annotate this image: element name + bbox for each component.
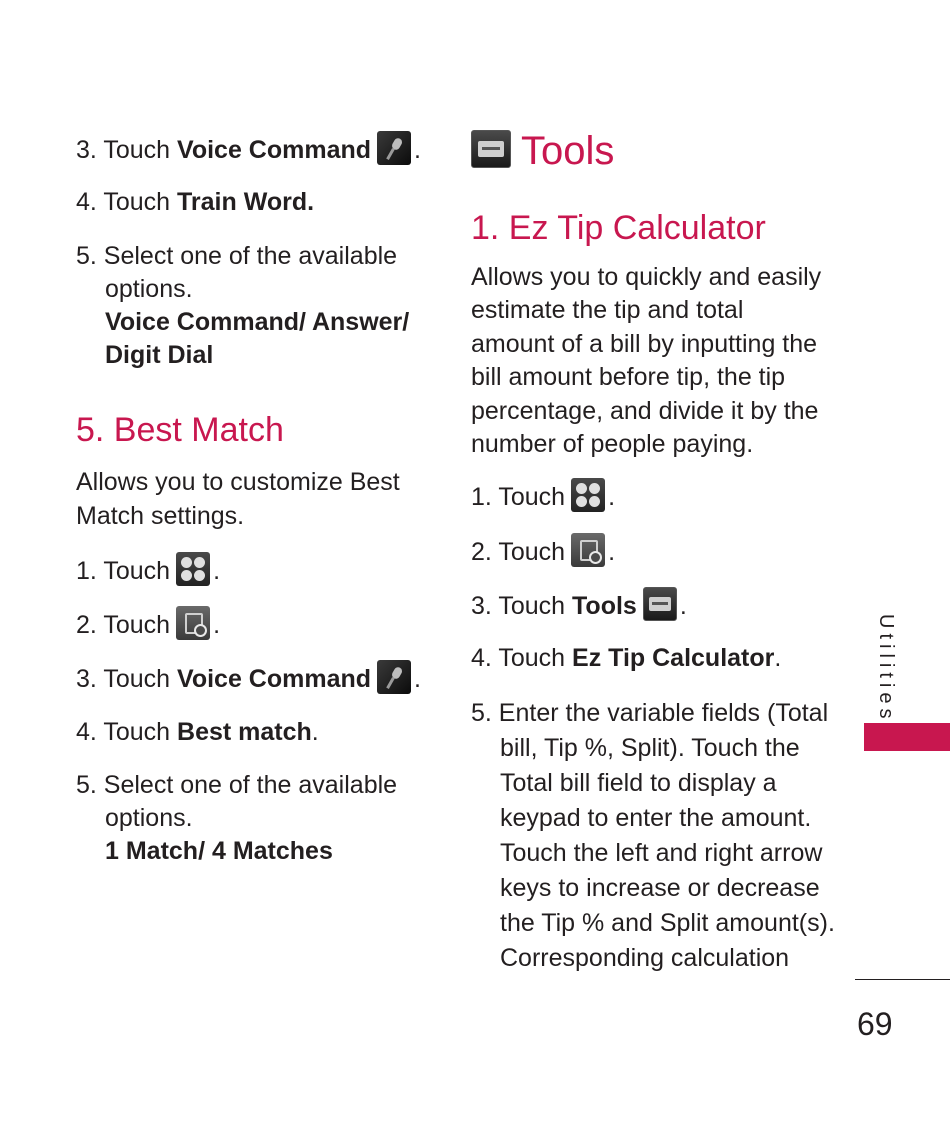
best-match-step-5: 5. Select one of the available [76, 771, 398, 799]
ez-step-1: 1. Touch . [471, 478, 615, 514]
best-match-desc-1: Allows you to customize Best [76, 468, 400, 496]
voice-command-step-3: 3. Touch Voice Command . [76, 131, 421, 167]
settings-icon [571, 533, 605, 567]
ez-step-5-cont: the Tip % and Split amount(s). [500, 909, 835, 937]
ez-step-5-cont: Touch the left and right arrow [500, 839, 823, 867]
settings-icon [176, 606, 210, 640]
section-side-label: Utilities [875, 614, 897, 724]
voice-command-step-5-cont: options. [105, 275, 193, 303]
best-match-step-5-cont: options. [105, 804, 193, 832]
menu-icon [571, 478, 605, 512]
menu-icon [176, 552, 210, 586]
best-match-options: 1 Match/ 4 Matches [105, 837, 333, 865]
tools-icon [643, 587, 677, 621]
voice-command-options-2: Digit Dial [105, 341, 214, 369]
best-match-step-3: 3. Touch Voice Command . [76, 660, 421, 696]
best-match-step-4: 4. Touch Best match. [76, 718, 319, 746]
ez-tip-calculator-heading: 1. Ez Tip Calculator [471, 209, 766, 247]
best-match-desc-2: Match settings. [76, 502, 245, 530]
ez-step-5-cont: Corresponding calculation [500, 944, 790, 972]
section-tab-marker [864, 723, 950, 751]
ez-step-5-cont: keys to increase or decrease [500, 874, 820, 902]
microphone-icon [377, 131, 411, 165]
ez-step-5-cont: keypad to enter the amount. [500, 804, 812, 832]
best-match-heading: 5. Best Match [76, 411, 284, 449]
ez-desc-line: percentage, and divide it by the [471, 397, 819, 425]
best-match-step-1: 1. Touch . [76, 552, 220, 588]
ez-desc-line: Allows you to quickly and easily [471, 263, 822, 291]
ez-desc-line: bill amount before tip, the tip [471, 363, 786, 391]
ez-step-5-cont: bill, Tip %, Split). Touch the [500, 734, 800, 762]
best-match-step-2: 2. Touch . [76, 606, 220, 642]
ez-step-3: 3. Touch Tools . [471, 587, 687, 623]
tools-heading: Tools [521, 129, 615, 173]
ez-desc-line: amount of a bill by inputting the [471, 330, 818, 358]
ez-step-5-cont: Total bill field to display a [500, 769, 777, 797]
ez-step-5: 5. Enter the variable fields (Total [471, 699, 829, 727]
ez-step-2: 2. Touch . [471, 533, 615, 569]
voice-command-step-5: 5. Select one of the available [76, 242, 398, 270]
voice-command-options-1: Voice Command/ Answer/ [105, 308, 410, 336]
ez-desc-line: number of people paying. [471, 430, 754, 458]
ez-step-4: 4. Touch Ez Tip Calculator. [471, 644, 782, 672]
ez-desc-line: estimate the tip and total [471, 296, 744, 324]
footer-rule [855, 979, 950, 980]
microphone-icon [377, 660, 411, 694]
voice-command-step-4: 4. Touch Train Word. [76, 188, 315, 216]
tools-icon [471, 130, 511, 168]
page-number: 69 [857, 1006, 893, 1042]
